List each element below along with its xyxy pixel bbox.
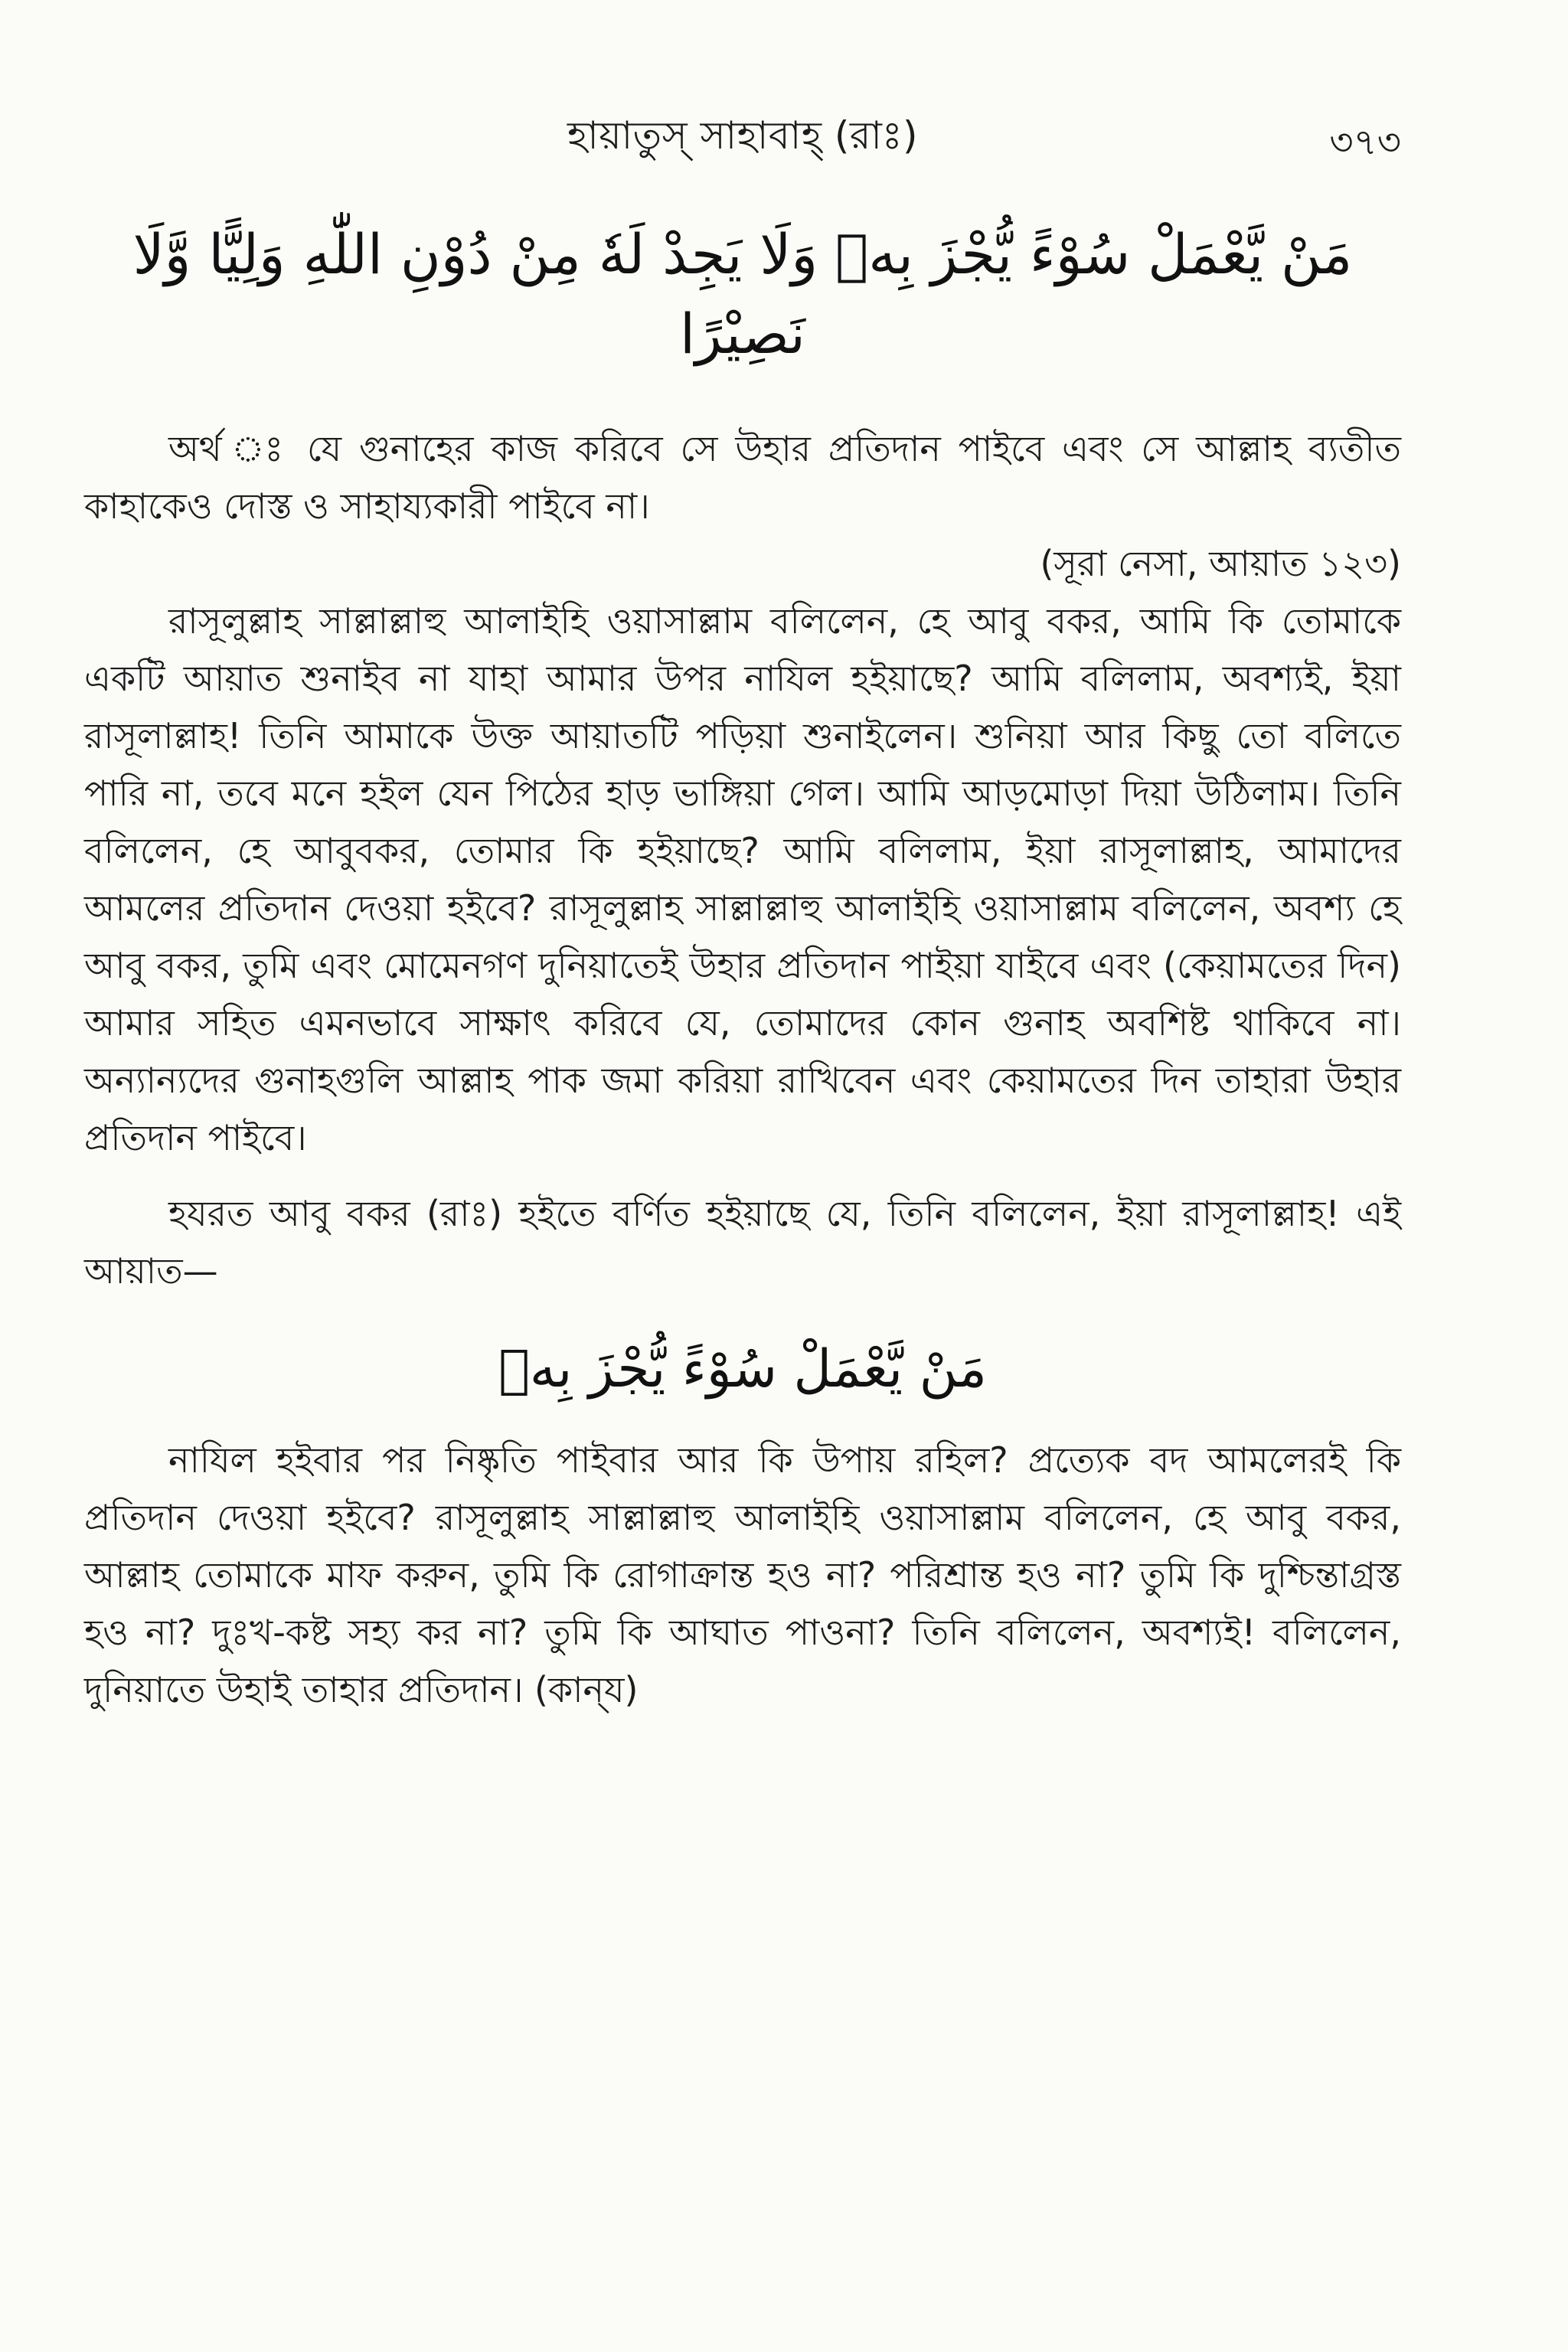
verse-citation: (সূরা নেসা, আয়াত ১২৩) <box>1040 542 1401 584</box>
quran-verse-2: مَنْ يَّعْمَلْ سُوْءً يُّجْزَ بِهٖ <box>498 1338 987 1400</box>
verse-meaning: অর্থ ঃ যে গুনাহের কাজ করিবে সে উহার প্রতিদান পাইবে এবং সে আল্লাহ ব্যতীত কাহাকেও দোস্ত ও সাহায্যকারী পাইবে না। <box>84 427 1401 527</box>
book-page <box>84 100 1401 2243</box>
paragraph-2: হযরত আবু বকর (রাঃ) হইতে বর্ণিত হইয়াছে যে, তিনি বলিলেন, ইয়া রাসূলাল্লাহ! এই আয়াত— <box>84 1192 1401 1292</box>
paragraph-3: নাযিল হইবার পর নিষ্কৃতি পাইবার আর কি উপায় রহিল? প্রত্যেক বদ আমলেরই কি প্রতিদান দেওয়া হইবে? রাসূলুল্লাহ সাল্লাল্লাহু আলাইহি ওয়াসাল্লাম বলিলেন, হে আবু বকর, আল্লাহ তোমাকে মাফ করুন, তুমি কি রোগাক্রান্ত হও না? পরিশ্রান্ত হও না? তুমি কি দুশ্চিন্তাগ্রস্ত হও না? দুঃখ-কষ্ট সহ্য কর না? তুমি কি আঘাত পাওনা? তিনি বলিলেন, অবশ্যই! বলিলেন, দুনিয়াতে উহাই তাহার প্রতিদান। (কান্‌য) <box>84 1439 1401 1710</box>
page-header <box>84 100 1401 168</box>
paragraph-1: রাসূলুল্লাহ সাল্লাল্লাহু আলাইহি ওয়াসাল্লাম বলিলেন, হে আবু বকর, আমি কি তোমাকে একটি আয়াত শুনাইব না যাহা আমার উপর নাযিল হইয়াছে? আমি বলিলাম, অবশ্যই, ইয়া রাসূলাল্লাহ! তিনি আমাকে উক্ত আয়াতটি পড়িয়া শুনাইলেন। শুনিয়া আর কিছু তো বলিতে পারি না, তবে মনে হইল যেন পিঠের হাড় ভাঙ্গিয়া গেল। আমি আড়মোড়া দিয়া উঠিলাম। তিনি বলিলেন, হে আবুবকর, তোমার কি হইয়াছে? আমি বলিলাম, ইয়া রাসূলাল্লাহ, আমাদের আমলের প্রতিদান দেওয়া হইবে? রাসূলুল্লাহ সাল্লাল্লাহু আলাইহি ওয়াসাল্লাম বলিলেন, অবশ্য হে আবু বকর, তুমি এবং মোমেনগণ দুনিয়াতেই উহার প্রতিদান পাইয়া যাইবে এবং (কেয়ামতের দিন) আমার সহিত এমনভাবে সাক্ষাৎ করিবে যে, তোমাদের কোন গুনাহ অবশিষ্ট থাকিবে না। অন্যান্যদের গুনাহগুলি আল্লাহ পাক জমা করিয়া রাখিবেন এবং কেয়ামতের দিন তাহারা উহার প্রতিদান পাইবে। <box>84 599 1401 1158</box>
running-title: হায়াতুস্ সাহাবাহ্ (রাঃ) <box>567 113 919 158</box>
page-number: ৩৭৩ <box>1329 121 1401 164</box>
quran-verse-1: مَنْ يَّعْمَلْ سُوْءً يُّجْزَ بِهٖ وَلَا يَجِدْ لَهٗ مِنْ دُوْنِ اللّٰهِ وَلِيًّا وَّلَا نَصِيْرًا <box>132 222 1353 367</box>
